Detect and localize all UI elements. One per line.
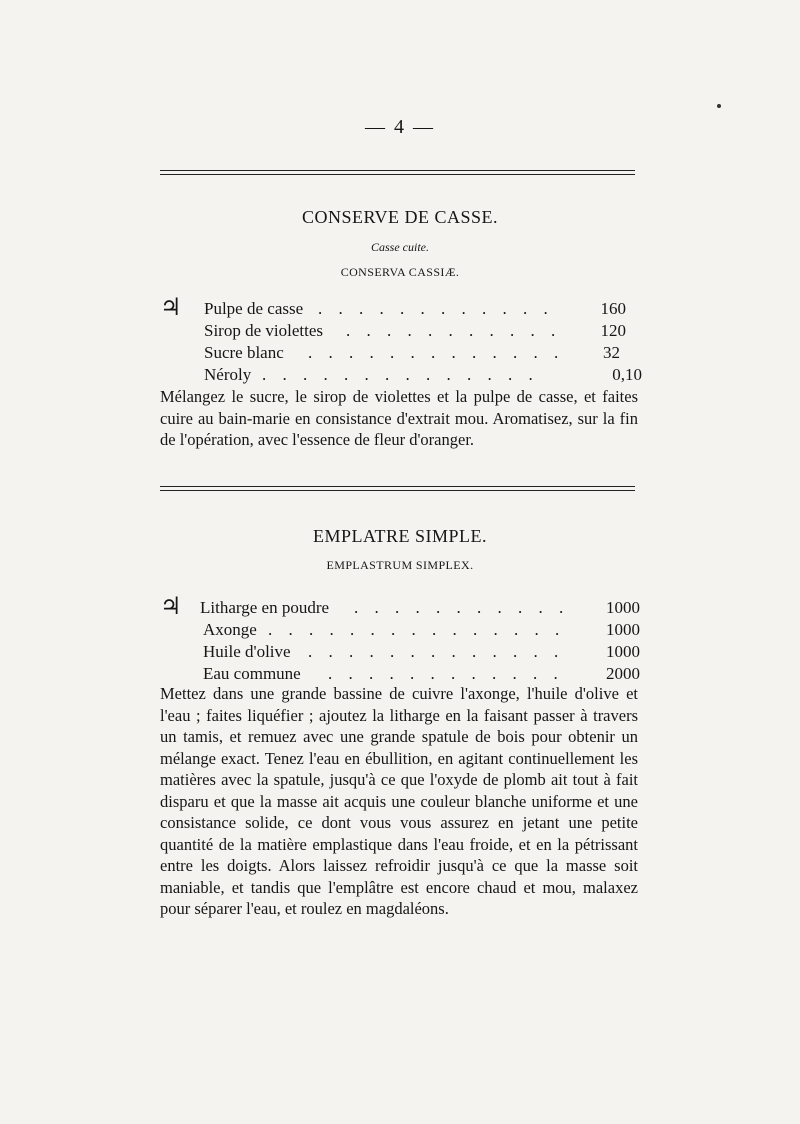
ingredient-list — [160, 592, 640, 685]
leader-dots: . . . . . . . . . . . . — [318, 299, 554, 318]
ingredient-row — [160, 619, 640, 641]
section-rule-top — [160, 170, 635, 175]
ingredient-name: Huile d'olive — [203, 642, 291, 661]
leader-dots: . . . . . . . . . . . . . . — [262, 365, 539, 384]
ingredient-name: Sucre blanc — [204, 343, 284, 362]
leader-dots: . . . . . . . . . . . . . — [308, 343, 565, 362]
ingredient-quantity: 120 — [600, 321, 626, 340]
ingredient-quantity: 1000 — [606, 620, 640, 639]
ingredient-quantity: 1000 — [606, 598, 640, 617]
recipe-latin-name: CONSERVA CASSIÆ. — [340, 265, 460, 279]
leader-dots: . . . . . . . . . . . . . . . — [268, 620, 566, 639]
recipe-symbol-icon: ♃ — [160, 592, 182, 620]
recipe-symbol-icon: ♃ — [160, 293, 182, 321]
ingredient-quantity: 2000 — [606, 664, 640, 683]
ingredient-list — [160, 293, 642, 386]
leader-dots: . . . . . . . . . . . . . — [308, 642, 565, 661]
section-rule-middle — [160, 486, 635, 491]
ingredient-row — [160, 320, 640, 342]
ingredient-row — [160, 364, 640, 386]
leader-dots: . . . . . . . . . . . . — [328, 664, 564, 683]
ingredient-name: Eau commune — [203, 664, 301, 683]
ingredient-name: Pulpe de casse — [204, 299, 304, 318]
ingredient-name: Axonge — [203, 620, 257, 639]
ingredient-name: Néroly — [204, 365, 252, 384]
ingredient-quantity: 160 — [600, 299, 626, 318]
leader-dots: . . . . . . . . . . . — [354, 598, 570, 617]
ingredient-row — [160, 293, 640, 321]
ingredient-row — [160, 663, 640, 685]
page-number: — 4 — — [365, 116, 435, 138]
recipe-instructions: Mélangez le sucre, le sirop de violettes et la pulpe de casse, et faites cuire au bain-marie en consistance d'extrait mou. Aromatisez, sur la fin de l'opération, avec l'essence de fleur d'oranger. — [160, 387, 638, 449]
ingredient-row — [160, 342, 640, 364]
ingredient-name: Sirop de violettes — [204, 321, 323, 340]
ingredient-quantity: 1000 — [606, 642, 640, 661]
recipe-title-conserve: CONSERVE DE CASSE. — [301, 207, 499, 227]
ingredient-name: Litharge en poudre — [200, 598, 330, 617]
ingredient-row — [160, 641, 640, 663]
ingredient-row — [160, 592, 640, 620]
ingredient-quantity: 0,10 — [612, 365, 642, 384]
leader-dots: . . . . . . . . . . . — [346, 321, 562, 340]
ingredient-quantity: 32 — [603, 343, 620, 362]
recipe-subtitle: Casse cuite. — [371, 240, 429, 254]
recipe-title-emplatre: EMPLATRE SIMPLE. — [312, 526, 488, 546]
ink-speck — [717, 104, 721, 108]
recipe-latin-name: EMPLASTRUM SIMPLEX. — [326, 558, 474, 572]
recipe-instructions: Mettez dans une grande bassine de cuivre l'axonge, l'huile d'olive et l'eau ; faites liquéfier ; ajoutez la litharge en la faisant passer à travers un tamis, et remuez avec une grande spatule de bois pour obtenir un mélange exact. Tenez l'eau en ébullition, en agitant continuellement les matières avec la spatule, jusqu'à ce que l'oxyde de plomb ait tout à fait disparu et que la masse ait acquis une couleur blanche uniforme et une consistance solide, ce dont vous vous assurez en jetant une petite quantité de la matière emplastique dans l'eau froide, et en la pétrissant entre les doigts. Alors laissez refroidir jusqu'à ce que la masse soit maniable, et tandis que l'emplâtre est encore chaud et mou, malaxez pour séparer l'eau, et roulez en magdaléons. — [160, 684, 638, 918]
